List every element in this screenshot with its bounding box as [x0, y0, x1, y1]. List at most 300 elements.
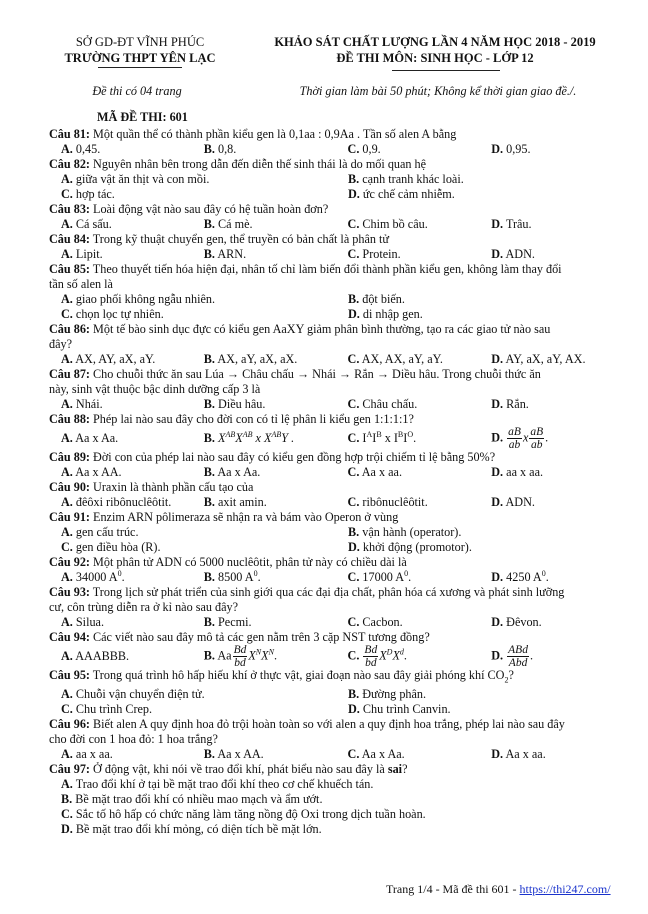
option-letter: B.	[348, 172, 360, 186]
formula-sup: AB	[271, 430, 282, 439]
option-c[interactable]	[49, 807, 623, 822]
fraction	[363, 644, 378, 669]
option-letter: C.	[347, 495, 360, 509]
denominator: ab	[508, 439, 521, 451]
option-b[interactable]	[192, 615, 336, 630]
option-letter: D.	[491, 247, 504, 261]
option-text: Bề mặt trao đổi khí mỏng, có diện tích bề mặt lớn.	[75, 822, 322, 837]
page-footer	[386, 882, 611, 897]
option-letter: A.	[61, 495, 73, 509]
option-a[interactable]	[49, 495, 192, 510]
question-86	[49, 322, 623, 337]
formula-sup: d	[399, 647, 404, 657]
option-letter: B.	[203, 431, 215, 445]
question-text: Cho chuỗi thức ăn sau Lúa → Châu chấu → Nhái → Rắn → Diều hâu. Trong chuỗi thức ăn	[89, 367, 541, 381]
option-a[interactable]	[49, 292, 336, 307]
option-text: 0,45.	[75, 142, 101, 156]
numerator: ABd	[508, 644, 528, 656]
option-letter: C.	[347, 431, 360, 445]
numerator: aB	[508, 426, 521, 438]
question-89	[49, 450, 623, 465]
option-d[interactable]	[479, 465, 623, 480]
options-87	[49, 397, 623, 412]
option-letter: D.	[491, 430, 504, 445]
option-text: Aa x aa.	[505, 747, 546, 762]
option-text: giữa vật ăn thịt và con mồi.	[75, 172, 210, 186]
question-91	[49, 510, 623, 525]
option-a[interactable]	[49, 247, 192, 262]
option-letter: D.	[491, 397, 504, 411]
option-text: .	[257, 570, 261, 584]
option-letter: B.	[203, 648, 215, 663]
question-number: Câu 94:	[49, 630, 90, 644]
question-text-continued: đây?	[49, 337, 73, 351]
option-letter: A.	[61, 649, 73, 663]
formula-part: X	[235, 431, 243, 445]
option-a[interactable]	[49, 525, 336, 540]
option-letter: B.	[348, 687, 360, 702]
options-91-row1	[49, 525, 623, 540]
option-a[interactable]	[49, 615, 192, 630]
question-88	[49, 412, 623, 427]
option-letter: B.	[203, 570, 215, 584]
option-text: 0,9.	[362, 142, 381, 156]
option-letter: A.	[61, 525, 73, 539]
option-b[interactable]	[192, 495, 336, 510]
option-letter: D.	[348, 307, 360, 321]
formula	[218, 431, 294, 445]
divider	[392, 70, 500, 71]
option-a[interactable]	[49, 431, 192, 446]
option-d[interactable]	[479, 142, 623, 157]
subscript: 2	[504, 675, 509, 685]
options-94	[49, 645, 623, 668]
question-97	[49, 762, 623, 777]
question-87	[49, 367, 623, 382]
option-a[interactable]	[49, 777, 623, 792]
formula-part: I	[403, 431, 408, 445]
option-letter: D.	[491, 465, 504, 479]
question-number: Câu 92:	[49, 555, 90, 569]
header-right	[255, 34, 615, 66]
option-a[interactable]	[49, 649, 192, 664]
options-82-row1	[49, 172, 623, 187]
option-b[interactable]	[49, 792, 623, 807]
option-b[interactable]	[192, 465, 336, 480]
option-letter: B.	[348, 292, 360, 306]
option-letter: A.	[61, 687, 73, 702]
options-95-row2	[49, 702, 623, 717]
option-text: AX, AY, aX, aY.	[75, 352, 156, 366]
option-letter: A.	[61, 142, 73, 156]
option-text: Chu trình Canvin.	[362, 702, 451, 717]
option-letter: C.	[347, 648, 360, 663]
option-text: Châu chấu.	[362, 397, 418, 411]
formula-sup: B	[376, 430, 382, 439]
option-d[interactable]	[479, 495, 623, 510]
option-letter: A.	[61, 615, 73, 629]
formula-part: I	[372, 431, 377, 445]
option-letter: B.	[203, 247, 215, 261]
option-d[interactable]	[336, 187, 623, 202]
option-text: Trao đổi khí ở tại bề mặt trao đổi khí theo cơ chế khuếch tán.	[75, 777, 374, 792]
exam-subject: ĐỀ THI MÔN: SINH HỌC - LỚP 12	[336, 51, 534, 65]
option-text: aa x aa.	[75, 747, 113, 762]
option-text: Đêvon.	[506, 615, 542, 629]
option-letter: B.	[203, 465, 215, 479]
question-text: Theo thuyết tiến hóa hiện đại, nhân tố chỉ làm biến đổi thành phần kiểu gen, không làm thay đổi	[89, 262, 562, 276]
option-letter: C.	[347, 615, 360, 629]
question-90	[49, 480, 623, 495]
option-letter: B.	[348, 525, 360, 539]
option-letter: B.	[61, 792, 73, 807]
option-text: Aa x Aa.	[217, 465, 261, 479]
question-text: Đời con của phép lai nào sau đây có kiểu gen đồng hợp trội chiếm tỉ lệ bằng 50%?	[89, 450, 496, 464]
option-text: 34000 A	[75, 570, 118, 584]
option-text: Bề mặt trao đổi khí có nhiều mao mạch và ẩm ướt.	[75, 792, 323, 807]
option-letter: A.	[61, 172, 73, 186]
option-text: Sắc tố hô hấp có chức năng làm tăng nồng độ Oxi trong dịch tuần hoàn.	[75, 807, 426, 822]
option-b[interactable]	[192, 747, 336, 762]
option-letter: C.	[61, 807, 73, 822]
question-number: Câu 81:	[49, 127, 90, 141]
question-text: Trong lịch sử phát triển của sinh giới qua các đại địa chất, phân hóa cá xương và phát sinh lưỡng	[89, 585, 565, 599]
question-text-continued: cư, côn trùng diễn ra ở kỉ nào sau đây?	[49, 600, 239, 614]
option-text: hợp tác.	[75, 187, 115, 201]
option-b[interactable]	[192, 142, 336, 157]
option-letter: B.	[203, 352, 215, 366]
option-letter: D.	[348, 187, 360, 201]
department-name: SỞ GD-ĐT VĨNH PHÚC	[75, 35, 205, 49]
option-d[interactable]	[479, 747, 623, 762]
numerator: Bd	[364, 644, 378, 656]
option-letter: A.	[61, 570, 73, 584]
question-text-continued: cho đời con 1 hoa đỏ: 1 hoa trắng?	[49, 732, 218, 747]
option-c[interactable]	[336, 465, 480, 480]
option-text: .	[545, 570, 549, 584]
option-letter: A.	[61, 777, 73, 792]
formula-sup: D	[386, 647, 393, 657]
option-text: gen điều hòa (R).	[75, 540, 161, 554]
option-text: đêôxi ribônuclêôtit.	[75, 495, 172, 509]
option-a[interactable]	[49, 172, 336, 187]
option-c[interactable]	[336, 570, 480, 585]
denominator: bd	[365, 657, 377, 669]
questions	[49, 127, 623, 837]
options-97	[49, 777, 623, 837]
question-text: Phép lai nào sau đây cho đời con có tỉ lệ phân li kiểu gen 1:1:1:1?	[89, 412, 414, 426]
formula-sup: O	[407, 430, 414, 439]
option-text: Trâu.	[505, 217, 532, 231]
options-92	[49, 570, 623, 585]
option-text: AY, aX, aY, AX.	[505, 352, 586, 366]
formula-part: x	[381, 431, 394, 445]
numerator: aB	[530, 426, 544, 438]
question-text: Trong quá trình hô hấp hiếu khí ở thực vật, giai đoạn nào sau đây giải phóng khí CO	[89, 668, 505, 682]
option-b[interactable]	[336, 292, 623, 307]
unit-sup: 0	[253, 569, 258, 578]
question-number: Câu 87:	[49, 367, 90, 381]
fraction	[233, 644, 248, 669]
exam-code: MÃ ĐỀ THI: 601	[97, 110, 188, 124]
options-86	[49, 352, 623, 367]
option-letter: C.	[347, 142, 360, 156]
option-letter: D.	[491, 570, 504, 584]
option-d[interactable]	[336, 540, 623, 555]
question-number: Câu 86:	[49, 322, 90, 336]
formula-part: X	[264, 431, 272, 445]
option-c[interactable]	[336, 644, 480, 669]
option-letter: A.	[61, 465, 73, 479]
option-text: 4250 A	[506, 570, 542, 584]
option-c[interactable]	[336, 431, 480, 446]
option-letter: D.	[348, 702, 360, 717]
option-text: Protein.	[362, 247, 401, 261]
option-letter: C.	[61, 307, 73, 321]
option-letter: B.	[203, 747, 215, 762]
option-c[interactable]	[336, 397, 480, 412]
option-letter: C.	[347, 352, 360, 366]
option-b[interactable]	[192, 397, 336, 412]
option-letter: A.	[61, 217, 73, 231]
option-text: ADN.	[505, 247, 535, 261]
question-85	[49, 262, 623, 277]
formula-part: X	[218, 431, 226, 445]
question-81	[49, 127, 623, 142]
option-b[interactable]	[336, 525, 623, 540]
question-number: Câu 88:	[49, 412, 90, 426]
option-text: aa x aa.	[506, 465, 544, 479]
option-c[interactable]	[336, 747, 480, 762]
option-text: Cá mè.	[218, 217, 253, 231]
option-a[interactable]	[49, 570, 192, 585]
option-b[interactable]	[192, 217, 336, 232]
question-text: ?	[402, 762, 408, 777]
option-text: Cá sấu.	[75, 217, 112, 231]
unit-sup: 0	[117, 569, 122, 578]
option-c[interactable]	[336, 142, 480, 157]
question-number: Câu 95:	[49, 668, 90, 682]
question-number: Câu 97:	[49, 762, 90, 777]
option-a[interactable]	[49, 747, 192, 762]
option-text: cạnh tranh khác loài.	[362, 172, 464, 186]
option-letter: D.	[491, 352, 504, 366]
option-letter: C.	[347, 247, 360, 261]
formula-sup: A	[366, 430, 373, 439]
question-text-continued: tần số alen là	[49, 277, 113, 291]
option-letter: C.	[61, 702, 73, 717]
formula-part: X	[379, 648, 387, 663]
formula-part: Aa	[217, 648, 232, 663]
option-text: 17000 A	[362, 570, 405, 584]
option-text: Silua.	[75, 615, 105, 629]
question-text: Ở động vật, khi nói về trao đổi khí, phát biểu nào sau đây là	[89, 762, 388, 777]
question-92	[49, 555, 623, 570]
option-text: Aa x Aa.	[361, 747, 405, 762]
option-text: di nhập gen.	[362, 307, 423, 321]
option-text: gen cấu trúc.	[75, 525, 139, 539]
formula-part: X	[392, 648, 400, 663]
option-c[interactable]	[49, 307, 336, 322]
question-95	[49, 668, 623, 687]
option-c[interactable]	[49, 187, 336, 202]
formula-part: I	[362, 431, 367, 445]
option-c[interactable]	[336, 495, 480, 510]
option-letter: B.	[203, 397, 215, 411]
exam-title: KHẢO SÁT CHẤT LƯỢNG LẦN 4 NĂM HỌC 2018 - 2019	[274, 35, 596, 49]
option-d[interactable]	[479, 644, 623, 669]
option-letter: A.	[61, 747, 73, 762]
option-c[interactable]	[49, 702, 336, 717]
option-text: chọn lọc tự nhiên.	[75, 307, 164, 321]
option-b[interactable]	[192, 352, 336, 367]
option-d[interactable]	[479, 397, 623, 412]
formula-sup: AB	[225, 430, 236, 439]
option-c[interactable]	[336, 352, 480, 367]
option-a[interactable]	[49, 217, 192, 232]
option-text: Chu trình Crep.	[75, 702, 153, 717]
fraction	[529, 426, 544, 451]
options-81	[49, 142, 623, 157]
option-text: AX, AX, aY, aY.	[361, 352, 443, 366]
option-letter: A.	[61, 352, 73, 366]
header-left	[40, 34, 240, 66]
question-96	[49, 717, 623, 732]
formula-part: X	[248, 648, 256, 663]
option-letter: D.	[491, 217, 504, 231]
question-number: Câu 89:	[49, 450, 90, 464]
option-d[interactable]	[479, 570, 623, 585]
option-b[interactable]	[192, 247, 336, 262]
option-d[interactable]	[479, 217, 623, 232]
option-letter: B.	[203, 217, 215, 231]
option-letter: C.	[61, 540, 73, 554]
option-c[interactable]	[336, 247, 480, 262]
option-a[interactable]	[49, 352, 192, 367]
option-text: ức chế cảm nhiễm.	[362, 187, 455, 201]
option-a[interactable]	[49, 397, 192, 412]
option-letter: B.	[203, 495, 215, 509]
formula-part: x	[252, 431, 264, 445]
option-letter: D.	[491, 142, 504, 156]
option-letter: C.	[347, 570, 360, 584]
option-text: Chim bồ câu.	[362, 217, 428, 231]
school-name: TRƯỜNG THPT YÊN LẠC	[64, 51, 216, 65]
options-93	[49, 615, 623, 630]
option-letter: D.	[348, 540, 360, 554]
formula-part: .	[545, 430, 549, 445]
option-text: Chuỗi vận chuyển điện tử.	[75, 687, 205, 702]
option-a[interactable]	[49, 687, 336, 702]
option-text: .	[121, 570, 125, 584]
question-text: Một quần thể có thành phần kiểu gen là 0,1aa : 0,9Aa . Tần số alen A bằng	[89, 127, 457, 141]
option-b[interactable]	[192, 570, 336, 585]
question-text: Enzim ARN pôlimeraza sẽ nhận ra và bám vào Operon ở vùng	[89, 510, 399, 524]
option-text: ARN.	[217, 247, 247, 261]
option-text: khởi động (promotor).	[362, 540, 472, 554]
options-96	[49, 747, 623, 762]
question-number: Câu 96:	[49, 717, 90, 732]
option-b[interactable]	[336, 172, 623, 187]
unit-sup: 0	[404, 569, 409, 578]
option-letter: C.	[347, 465, 360, 479]
options-85-row2	[49, 307, 623, 322]
option-text: Aa x AA.	[75, 465, 122, 479]
option-letter: B.	[203, 615, 215, 629]
option-d[interactable]	[479, 615, 623, 630]
option-text: Aa x aa.	[361, 465, 403, 479]
options-82-row2	[49, 187, 623, 202]
formula-part: Y	[281, 431, 289, 445]
option-d[interactable]	[479, 352, 623, 367]
option-c[interactable]	[49, 540, 336, 555]
options-88	[49, 427, 623, 450]
option-b[interactable]	[336, 687, 623, 702]
option-text: vận hành (operator).	[362, 525, 462, 539]
option-d[interactable]	[479, 426, 623, 451]
formula-sup: AB	[242, 430, 253, 439]
option-b[interactable]	[192, 431, 336, 446]
option-c[interactable]	[336, 217, 480, 232]
option-text: ribônuclêôtit.	[362, 495, 428, 509]
option-d[interactable]	[49, 822, 623, 837]
option-letter: D.	[491, 747, 504, 762]
option-letter: D.	[491, 648, 504, 663]
option-letter: B.	[203, 142, 215, 156]
emphasis: sai	[387, 762, 403, 777]
option-d[interactable]	[479, 247, 623, 262]
formula-part: .	[413, 431, 417, 445]
question-text: Uraxin là thành phần cấu tạo của	[89, 480, 254, 494]
question-number: Câu 93:	[49, 585, 90, 599]
question-number: Câu 82:	[49, 157, 90, 171]
option-text: 0,95.	[506, 142, 531, 156]
footer-text: Trang 1/4 - Mã đề thi 601 -	[386, 882, 520, 896]
option-text: Aa x Aa.	[75, 431, 119, 445]
question-text: Biết alen A quy định hoa đỏ trội hoàn toàn so với alen a quy định hoa trắng, phép lai nào sau đây	[89, 717, 565, 732]
fraction	[507, 426, 522, 451]
question-number: Câu 83:	[49, 202, 90, 216]
question-number: Câu 84:	[49, 232, 90, 246]
option-letter: C.	[347, 397, 360, 411]
options-84	[49, 247, 623, 262]
question-text: Nguyên nhân bên trong dẫn đến diễn thế sinh thái là do mối quan hệ	[89, 157, 427, 171]
option-text: ADN.	[505, 495, 535, 509]
option-a[interactable]	[49, 465, 192, 480]
question-94	[49, 630, 623, 645]
option-letter: A.	[61, 397, 73, 411]
option-text: AX, aY, aX, aX.	[217, 352, 298, 366]
option-text: AAABBB.	[75, 649, 130, 663]
option-d[interactable]	[336, 307, 623, 322]
question-number: Câu 90:	[49, 480, 90, 494]
option-text: Rắn.	[506, 397, 529, 411]
divider	[98, 67, 182, 68]
option-d[interactable]	[336, 702, 623, 717]
option-b[interactable]	[192, 644, 336, 669]
option-letter: D.	[61, 822, 73, 837]
option-a[interactable]	[49, 142, 192, 157]
formula-part: .	[273, 648, 277, 663]
option-c[interactable]	[336, 615, 480, 630]
options-95-row1	[49, 687, 623, 702]
option-text: Pecmi.	[218, 615, 252, 629]
footer-link[interactable]: https://thi247.com/	[519, 882, 611, 896]
time-note: Thời gian làm bài 50 phút; Không kể thời gian giao đề./.	[299, 84, 577, 98]
question-text: Loài động vật nào sau đây có hệ tuần hoàn đơn?	[89, 202, 329, 216]
formula-part: X	[261, 648, 269, 663]
options-90	[49, 495, 623, 510]
